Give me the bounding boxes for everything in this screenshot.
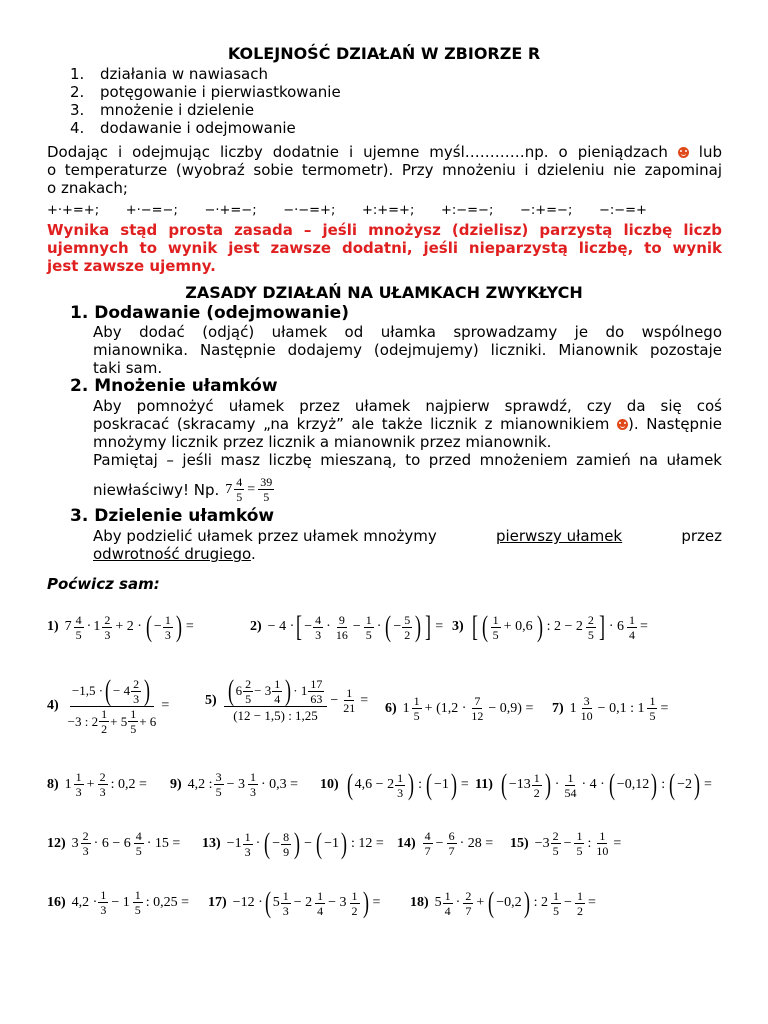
exercise-15: 15) −3 2 5 − $\frac{1}{5}$ : $\frac{1}{10}$ = [510,829,622,858]
section-mul-body: Aby pomnożyć ułamek przez ułamek najpierw sprawdź, czy da się coś poskracać (skracamy „na krzyż” ale także licznik z mianownikiem ). Następnie mnożymy licznik przez licznik a mianownik przez mianownik. Pamiętaj – jeśli masz liczbę mieszaną, to przed mnożeniem zamień na ułamek niewłaściwy! Np. 7 4 5 = $\frac{39}{5}$ [93,397,722,504]
exercise-14: 14) 4 7 − $\frac{6}{7}$ · 28 = [397,829,494,858]
section-add-body: Aby dodać (odjąć) ułamek od ułamka sprowadzamy je do wspólnego mianownika. Następnie dodajemy (odejmujemy) liczniki. Mianownik pozostaje taki sam. [93,323,722,377]
list-item: 2. potęgowanie i pierwiastkowanie [70,83,341,101]
list-item: 1. działania w nawiasach [70,65,268,83]
exercise-17: 17) −12 · ( 5 1 3 − 2 1 4 − 3 1 2 ) = [208,886,381,919]
exercise-2: 2) − 4 · [ − $\frac{4}{3}$ · 9 16 − $\frac{1}{5}$ · ( − $\frac{5}{2}$ ) ] = [250,610,444,643]
exercise-7: 7) 1 3 10 − 0,1 : 1 $\frac{1}{5}$ = [552,694,669,723]
mixed-number-example: 7 4 5 = $\frac{39}{5}$ [225,475,273,504]
page-title: KOLEJNOŚĆ DZIAŁAŃ W ZBIORZE R [227,44,541,63]
exercise-6: 6) 1 1 5 + (1,2 · 7 12 − 0,9) = [385,694,534,723]
intro-paragraph: Dodając i odejmując liczby dodatnie i ujemne myśl…………np. o pieniądzach lub o temperaturze (wyobraź sobie termometr). Przy mnożeniu i dzieleniu nie zapominaj o znakach; [47,143,722,197]
exercise-5: 5) ( 6 2 5 − 3 1 4 ) · 1 17 63 (12 − 1,5) : 1,25 − $\frac{1}{21}$ = [205,674,369,723]
practice-title: Poćwicz sam: [47,575,160,593]
section-div-body: Aby podzielić ułamek przez ułamek mnożymy pierwszy ułamek przez odwrotność drugiego. [93,527,722,563]
exercise-8: 8) 1 1 3 + $\frac{2}{3}$ : 0,2 = [47,770,147,799]
exercise-12: 12) 3 2 3 · 6 − 6 4 5 · 15 = [47,829,181,858]
section-div-heading: 3. Dzielenie ułamków [70,506,275,526]
exercise-18: 18) 5 1 4 · 2 7 + ( −0,2 ) : 2 1 5 − $\frac{1}{2}$ = [410,886,596,919]
section-mul-heading: 2. Mnożenie ułamków [70,376,278,396]
fractions-title: ZASADY DZIAŁAŃ NA UŁAMKACH ZWYKŁYCH [185,283,583,302]
exercise-1: 1) 7 4 5 · 1 2 3 + 2 · ( − $\frac{1}{3}$ ) = [47,610,194,643]
order-list [70,65,341,137]
exercise-10: 10) ( 4,6 − 2 1 3 ) : ( −1 ) = [320,768,469,801]
list-item: 4. dodawanie i odejmowanie [70,119,296,137]
exercise-13: 13) −1 1 3 · ( − $\frac{8}{9}$ ) − ( −1 ) : 12 = [202,827,384,860]
list-item: 3. mnożenie i dzielenie [70,101,255,119]
smiley-icon [617,419,628,430]
red-rule: Wynika stąd prosta zasada – jeśli mnożysz (dzielisz) parzystą liczbę liczb ujemnych to wynik jest zawsze dodatni, jeśli nieparzystą liczbę, to wynik jest zawsze ujemny. [47,221,722,275]
exercise-11: 11) ( −13 1 2 ) · 1 54 · 4 · ( −0,12 ) : ( −2 ) = [475,768,712,801]
exercise-3: 3) [ ( 1 5 + 0,6 ) : 2 − 2 2 5 ] · 6 $\frac{1}{4}$ = [452,610,648,643]
section-add-heading: 1. Dodawanie (odejmowanie) [70,303,349,323]
exercise-9: 9) 4,2 : 3 5 − 3 1 3 · 0,3 = [170,770,299,799]
exercise-4: 4) −1,5 · ( − 4 2 3 ) −3 : 2 1 2 + 5 1 5 + 6 = [47,674,170,736]
smiley-icon [678,147,689,158]
sign-rules: +·+=+; +·−=−; −·+=−; −·−=+; +:+=+; +:−=−; −:+=−; −:−=+ [47,203,647,218]
exercise-16: 16) 4,2 · 1 3 − 1 1 5 : 0,25 = [47,888,190,917]
